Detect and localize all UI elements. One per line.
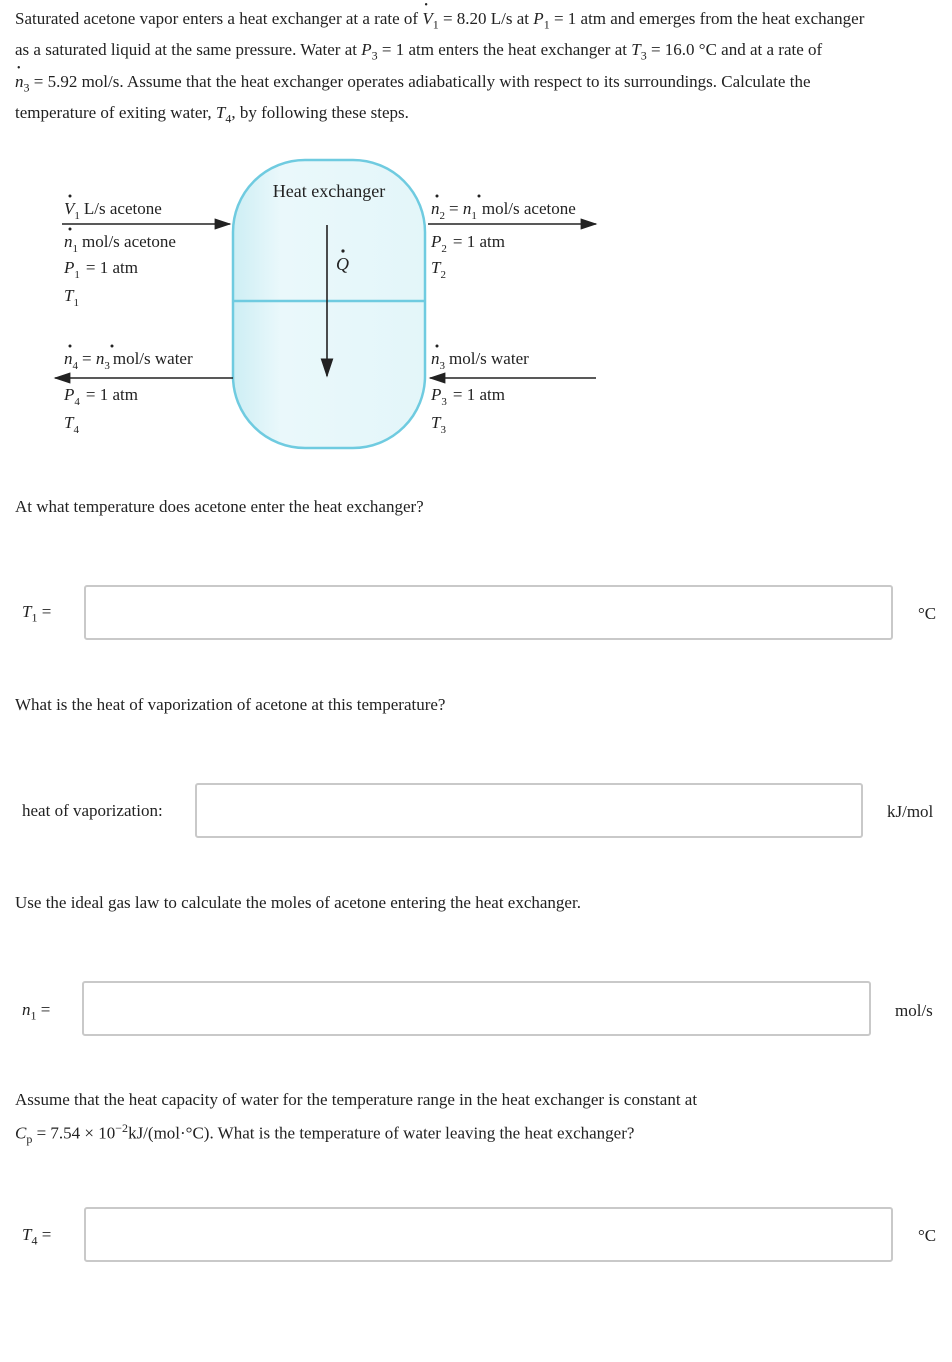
svg-text:n4= n3mol/s water: $n_4 = n_3$ mol/s water: [64, 349, 193, 372]
t1-input[interactable]: [84, 585, 893, 640]
svg-text:T3: $T_3$: [431, 413, 446, 436]
n1-unit: mol/s: [895, 1001, 933, 1020]
svg-text:T1: $T_1$: [64, 286, 79, 309]
t1-unit: °C: [918, 604, 937, 623]
svg-text:n3mol/s water: $n_3$ mol/s water: [431, 349, 529, 372]
question-1-text: At what temperature does acetone enter the heat exchanger?: [15, 497, 424, 516]
svg-text:P2= 1 atm: $P_2 = 1$ atm: [431, 232, 505, 255]
problem-line-4: temperature of exiting water, $T_4$, by following these steps.: [15, 103, 409, 126]
stream-2-labels: [430, 195, 576, 282]
question-2-text: What is the heat of vaporization of acetone at this temperature?: [15, 695, 446, 714]
problem-statement: [15, 6, 940, 132]
problem-line-1: Saturated acetone vapor enters a heat exchanger at a rate of • $V_1 = 8.20$ L/s at $P_1 = 1$ atm and emerges from the heat exchanger: [15, 6, 940, 37]
t4-input[interactable]: [84, 1207, 893, 1262]
svg-text:P3= 1 atm: $P_3 = 1$ atm: [431, 385, 505, 408]
heat-of-vaporization-input[interactable]: [195, 783, 863, 838]
svg-text:P1= 1 atm: $P_1 = 1$ atm: [64, 258, 138, 281]
svg-text:P4= 1 atm: $P_4 = 1$ atm: [64, 385, 138, 408]
stream-3-labels: [430, 345, 529, 437]
stream-1-labels: [63, 195, 176, 310]
q-dot-label: Q: [336, 254, 349, 274]
heat-exchanger-diagram: [0, 140, 952, 460]
heat-of-vaporization-label: heat of vaporization:: [22, 801, 163, 820]
svg-text:n2= n1mol/s acetone: $n_2 = n_1$ mol/s acetone: [431, 199, 576, 222]
question-4-text: [15, 1087, 697, 1152]
n1-label: $n_1$ =: [22, 1000, 51, 1023]
problem-line-3: • $n_3 = 5.92$ mol/s. Assume that the heat exchanger operates adiabatically with respect to its surroundings. Calculate the: [15, 69, 940, 100]
stream-4-labels: [63, 345, 193, 437]
question-4-line-1: Assume that the heat capacity of water for the temperature range in the heat exchanger is constant at: [15, 1090, 698, 1109]
problem-line-2: as a saturated liquid at the same pressure. Water at $P_3 = 1$ atm enters the heat exchanger at $T_3 = 16.0$ °C and at a rate of: [15, 40, 823, 63]
svg-text:V1L/s acetone: $V_1$ L/s acetone: [64, 199, 162, 222]
svg-text:n1mol/s acetone: $n_1$ mol/s acetone: [64, 232, 176, 255]
t4-unit: °C: [918, 1226, 937, 1245]
svg-text:T2: $T_2$: [431, 258, 446, 281]
svg-text:T4: $T_4$: [64, 413, 79, 436]
t1-label: $T_1$ =: [22, 602, 52, 625]
q-dot-mark: [341, 249, 344, 252]
question-4-line-2: $C_p = 7.54 \times 10^{-2}kJ/(mol\cdot^\circ C)$. What is the temperature of water leaving the heat exchanger?: [15, 1121, 635, 1147]
vessel-title: Heat exchanger: [272, 181, 386, 201]
question-3-text: Use the ideal gas law to calculate the moles of acetone entering the heat exchanger.: [15, 893, 581, 912]
n1-input[interactable]: [82, 981, 871, 1036]
t4-label: $T_4$ =: [22, 1225, 52, 1248]
heat-of-vaporization-unit: kJ/mol: [887, 802, 934, 821]
heat-exchanger-vessel: [233, 160, 425, 448]
